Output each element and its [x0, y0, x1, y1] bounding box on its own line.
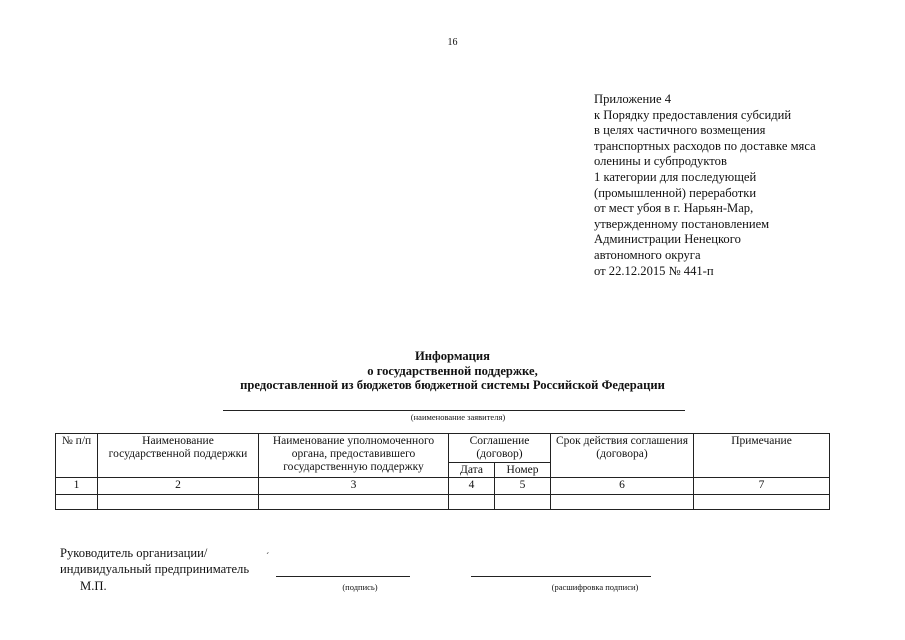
column-number: 6 — [551, 478, 694, 495]
column-number: 2 — [98, 478, 259, 495]
table-cell[interactable] — [449, 495, 495, 510]
appendix-line: автономного округа — [594, 247, 701, 262]
header-num: № п/п — [56, 434, 98, 478]
column-number: 5 — [495, 478, 551, 495]
applicant-name-line — [223, 410, 685, 411]
appendix-line: в целях частичного возмещения — [594, 123, 766, 138]
column-number: 1 — [56, 478, 98, 495]
header-support-name: Наименование государственной поддержки — [98, 434, 259, 478]
column-number-row — [56, 478, 830, 495]
column-number: 4 — [449, 478, 495, 495]
table-cell[interactable] — [551, 495, 694, 510]
appendix-line: 1 категории для последующей — [594, 169, 757, 184]
appendix-line: (промышленной) переработки — [594, 185, 757, 200]
header-authority: Наименование уполномоченного органа, предоставившего государственную поддержку — [259, 434, 449, 478]
document-title — [0, 349, 905, 393]
appendix-line: от мест убоя в г. Нарьян-Мар, — [594, 201, 754, 216]
appendix-block — [594, 92, 894, 279]
scan-mark: ´ — [266, 552, 270, 563]
appendix-line: транспортных расходов по доставке мяса — [594, 138, 816, 153]
applicant-caption: (наименование заявителя) — [410, 412, 506, 422]
table-header-row — [56, 434, 830, 463]
support-info-table — [55, 433, 830, 510]
decoding-caption: (расшифровка подписи) — [551, 582, 639, 592]
appendix-line: Администрации Ненецкого — [594, 232, 741, 247]
appendix-line: к Порядку предоставления субсидий — [594, 107, 792, 122]
title-line-3: предоставленной из бюджетов бюджетной системы Российской Федерации — [240, 378, 665, 393]
table-cell[interactable] — [694, 495, 830, 510]
table-row — [56, 495, 830, 510]
appendix-line: Приложение 4 — [594, 92, 672, 106]
appendix-line: оленины и субпродуктов — [594, 154, 727, 169]
header-term: Срок действия соглашения (договора) — [551, 434, 694, 478]
stamp-label: М.П. — [80, 579, 107, 593]
head-label-line-2: индивидуальный предприниматель — [60, 562, 250, 576]
signature-line — [276, 576, 410, 577]
signature-caption: (подпись) — [342, 582, 378, 592]
table-cell[interactable] — [98, 495, 259, 510]
column-number: 7 — [694, 478, 830, 495]
table-cell[interactable] — [56, 495, 98, 510]
title-line-1: Информация — [415, 349, 490, 363]
table-cell[interactable] — [259, 495, 449, 510]
header-number: Номер — [495, 462, 551, 478]
title-line-2: о государственной поддержке, — [367, 363, 538, 378]
head-label-line-1: Руководитель организации/ — [60, 546, 208, 560]
column-number: 3 — [259, 478, 449, 495]
header-agreement: Соглашение (договор) — [449, 434, 551, 463]
header-date: Дата — [449, 462, 495, 478]
header-note: Примечание — [694, 434, 830, 478]
appendix-line: от 22.12.2015 № 441-п — [594, 263, 714, 278]
appendix-line: утвержденному постановлением — [594, 216, 770, 231]
page-number: 16 — [447, 37, 458, 48]
table-cell[interactable] — [495, 495, 551, 510]
decoding-line — [471, 576, 651, 577]
